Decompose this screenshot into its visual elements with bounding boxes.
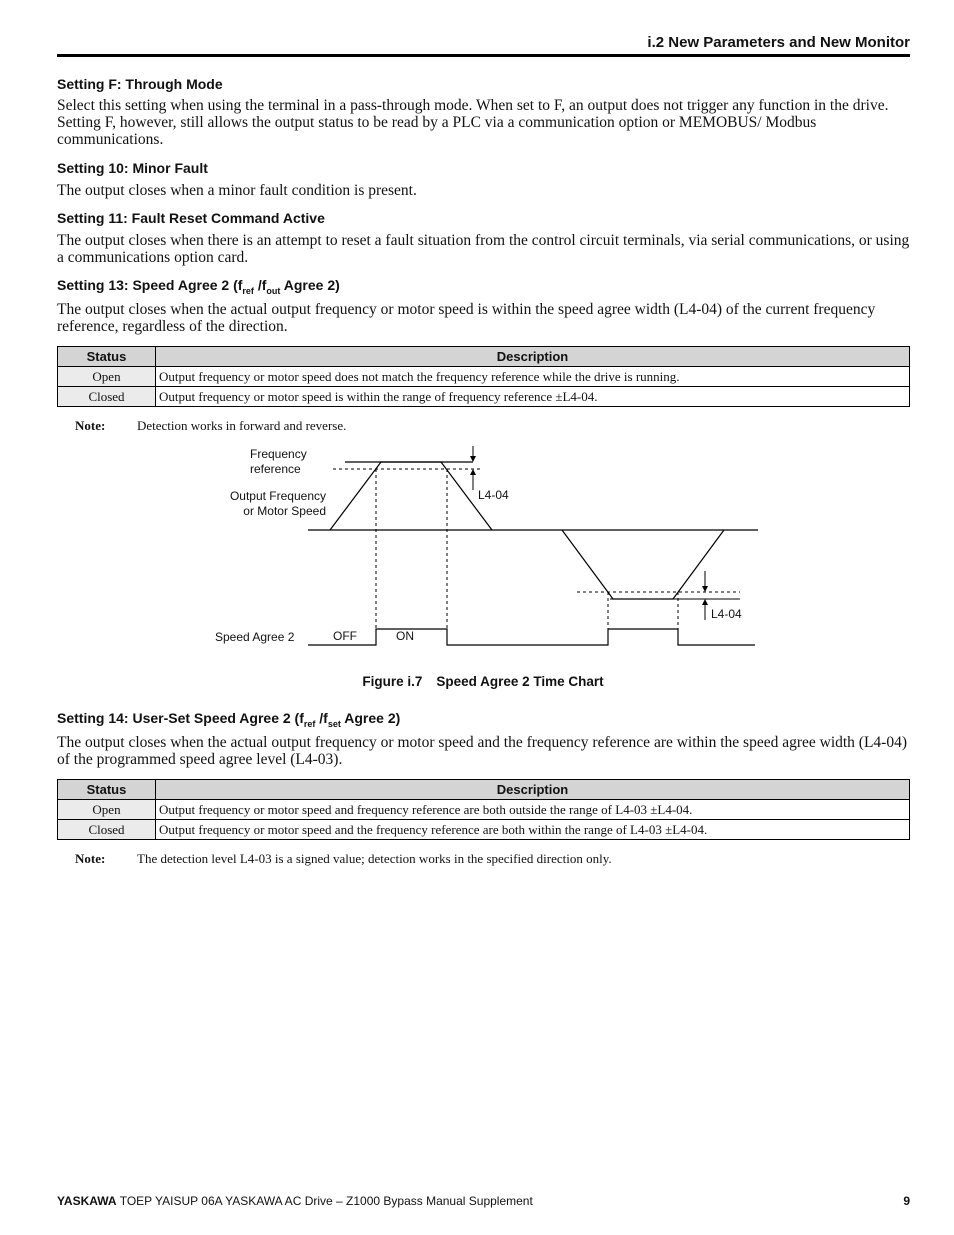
label-l404-top: L4-04 (478, 488, 509, 502)
table-row (58, 387, 910, 407)
label-reference: reference (250, 462, 301, 476)
output-frequency-forward-trace (330, 462, 492, 530)
table-header-row (58, 347, 910, 367)
label-frequency: Frequency (250, 447, 307, 461)
speed-agree-2-signal (308, 629, 755, 645)
status-cell: Closed (58, 820, 156, 840)
page-footer (57, 1194, 910, 1208)
table-setting-14 (57, 779, 910, 840)
heading-setting-f: Setting F: Through Mode (57, 76, 223, 92)
output-frequency-reverse-trace (562, 530, 724, 599)
footer-brand: YASKAWA (57, 1194, 117, 1208)
page-header (57, 32, 910, 57)
description-cell: Output frequency or motor speed does not match the frequency reference while the drive is running. (156, 367, 910, 387)
figure-caption (0, 674, 954, 689)
label-on: ON (396, 629, 414, 643)
note-setting-14 (75, 851, 612, 867)
arrowhead-icon (470, 456, 476, 462)
heading-setting-13: Setting 13: Speed Agree 2 ($f_{ref}$ $/f_{out}$ Agree 2) (57, 277, 340, 296)
table-header-row (58, 780, 910, 800)
body-setting-f: Select this setting when using the terminal in a pass-through mode. When set to F, an output does not trigger any function in the drive. Setting F, however, still allows the output status to be read by a PLC via a communication option or MEMOBUS/ Modbus communications. (57, 97, 889, 148)
body-setting-13: The output closes when the actual output frequency or motor speed is within the speed agree width (L4-04) of the current frequency reference, regardless of the direction. (57, 301, 876, 335)
label-speed-agree-2: Speed Agree 2 (215, 630, 295, 644)
body-setting-11: The output closes when there is an attempt to reset a fault situation from the control circuit terminals, via serial communications, or using a communications option card. (57, 232, 910, 266)
label-off: OFF (333, 629, 357, 643)
header-title: i.2 New Parameters and New Monitor (647, 34, 910, 51)
speed-agree-time-chart (0, 430, 954, 660)
heading-setting-11: Setting 11: Fault Reset Command Active (57, 210, 325, 226)
col-description: Description (156, 347, 910, 367)
label-output-frequency: Output Frequency (229, 489, 326, 503)
label-l404-bottom: L4-04 (711, 607, 742, 621)
description-cell: Output frequency or motor speed is within the range of frequency reference ±L4-04. (156, 387, 910, 407)
status-cell: Open (58, 367, 156, 387)
col-status: Status (58, 780, 156, 800)
status-cell: Closed (58, 387, 156, 407)
body-setting-14: The output closes when the actual output frequency or motor speed and the frequency reference are within the speed agree width (L4-04) of the programmed speed agree level (L4-03). (57, 734, 908, 768)
heading-setting-10: Setting 10: Minor Fault (57, 160, 208, 176)
note-label: Note: (75, 851, 106, 866)
table-row (58, 820, 910, 840)
description-cell: Output frequency or motor speed and frequency reference are both outside the range of L4-03 ±L4-04. (156, 800, 910, 820)
heading-setting-14: Setting 14: User-Set Speed Agree 2 ($f_{ref}$ $/f_{set}$ Agree 2) (57, 710, 401, 729)
body-setting-10: The output closes when a minor fault condition is present. (57, 182, 417, 199)
arrowhead-icon (702, 586, 708, 592)
arrowhead-icon (470, 469, 476, 475)
note-text: The detection level L4-03 is a signed value; detection works in the specified direction only. (137, 851, 612, 866)
col-description: Description (156, 780, 910, 800)
status-cell: Open (58, 800, 156, 820)
footer-document-title: TOEP YAISUP 06A YASKAWA AC Drive – Z1000 Bypass Manual Supplement (119, 1194, 533, 1208)
figure-title: Speed Agree 2 Time Chart (436, 674, 604, 689)
description-cell: Output frequency or motor speed and the frequency reference are both within the range of L4-03 ±L4-04. (156, 820, 910, 840)
note-label: Note: (75, 418, 106, 433)
table-row (58, 800, 910, 820)
arrowhead-icon (702, 599, 708, 605)
table-row (58, 367, 910, 387)
note-text: Detection works in forward and reverse. (137, 418, 347, 433)
table-setting-13 (57, 346, 910, 407)
page-number: 9 (903, 1194, 910, 1208)
figure-number: Figure i.7 (362, 674, 423, 689)
label-motor-speed: or Motor Speed (243, 504, 326, 518)
col-status: Status (58, 347, 156, 367)
